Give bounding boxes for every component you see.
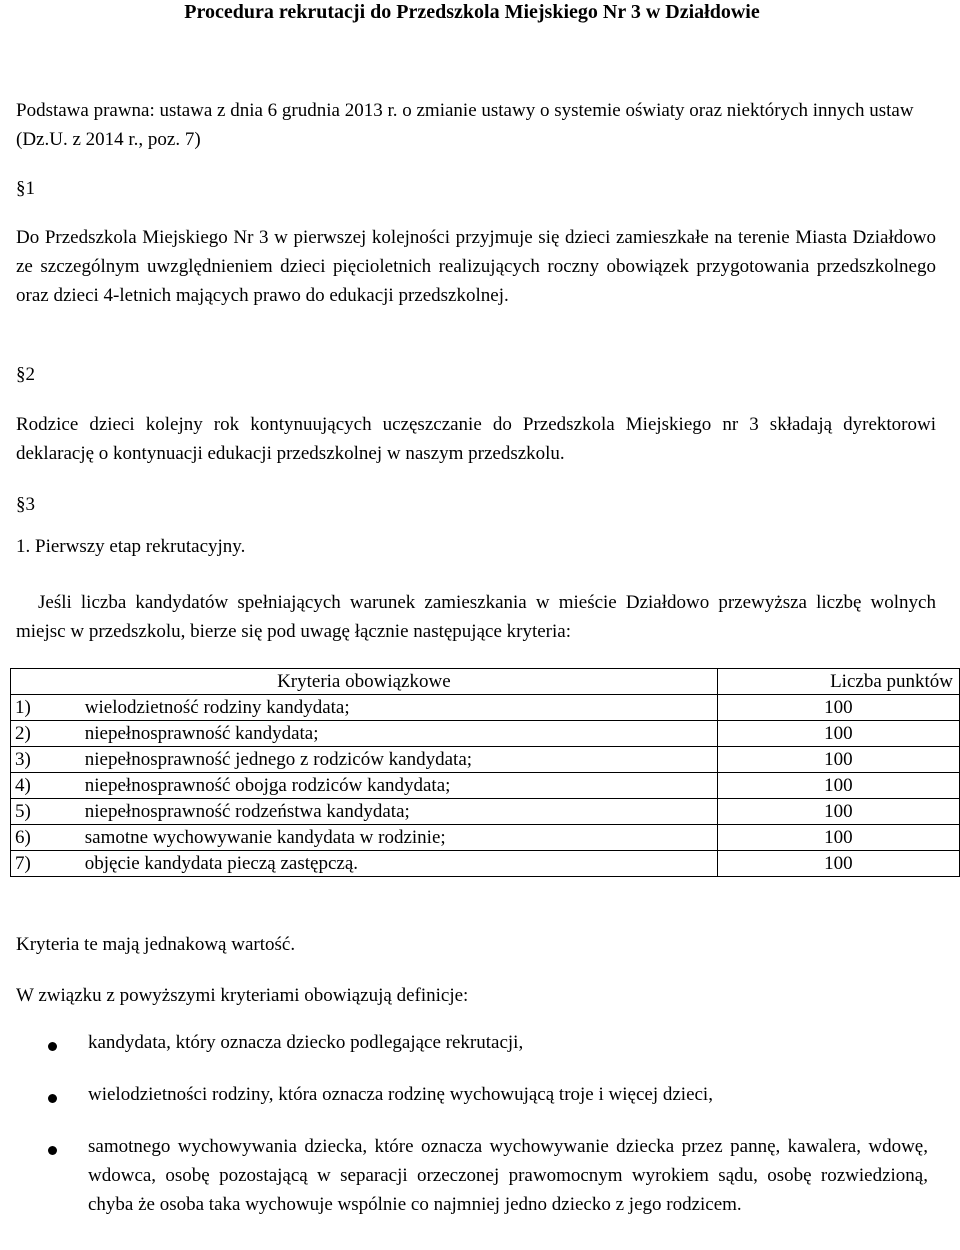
row-points: 100 [717, 825, 959, 851]
row-criterion: niepełnosprawność jednego z rodziców kandydata; [81, 747, 717, 773]
header-criteria: Kryteria obowiązkowe [11, 669, 718, 695]
table-row [11, 825, 960, 851]
row-points: 100 [717, 695, 959, 721]
header-points: Liczba punktów [717, 669, 959, 695]
row-points: 100 [717, 851, 959, 877]
section-3-subheading: 1. Pierwszy etap rekrutacyjny. [16, 536, 246, 557]
table-row [11, 773, 960, 799]
section-3-text: Jeśli liczba kandydatów spełniających warunek zamieszkania w mieście Działdowo przewyższa liczbę wolnych miejsc w przedszkolu, bierze się pod uwagę łącznie następujące kryteria: [16, 592, 936, 642]
row-criterion: niepełnosprawność kandydata; [81, 721, 717, 747]
definitions-intro: W związku z powyższymi kryteriami obowiązują definicje: [16, 985, 469, 1006]
bullet-icon [48, 1042, 57, 1051]
row-number: 3) [11, 747, 81, 773]
section-1-text: Do Przedszkola Miejskiego Nr 3 w pierwszej kolejności przyjmuje się dzieci zamieszkałe na terenie Miasta Działdowo ze szczególnym uwzględnieniem dzieci pięcioletnich realizujących roczny obowiązek przygotowania przedszkolnego oraz dzieci 4-letnich mających prawo do edukacji przedszkolnej. [16, 227, 936, 306]
legal-basis: Podstawa prawna: ustawa z dnia 6 grudnia 2013 r. o zmianie ustawy o systemie oświaty oraz niektórych innych ustaw (Dz.U. z 2014 r., poz. 7) [16, 100, 914, 150]
row-criterion: samotne wychowywanie kandydata w rodzinie; [81, 825, 717, 851]
page-title: Procedura rekrutacji do Przedszkola Miejskiego Nr 3 w Działdowie [184, 1, 760, 23]
table-row [11, 747, 960, 773]
definition-text: wielodzietności rodziny, która oznacza rodzinę wychowującą troje i więcej dzieci, [88, 1084, 713, 1105]
row-points: 100 [717, 747, 959, 773]
section-2-text: Rodzice dzieci kolejny rok kontynuujących uczęszczanie do Przedszkola Miejskiego nr 3 składają dyrektorowi deklarację o kontynuacji edukacji przedszkolnej w naszym przedszkolu. [16, 414, 936, 464]
table-row [11, 695, 960, 721]
row-criterion: niepełnosprawność obojga rodziców kandydata; [81, 773, 717, 799]
equal-value-note: Kryteria te mają jednakową wartość. [16, 934, 296, 955]
row-criterion: wielodzietność rodziny kandydata; [81, 695, 717, 721]
definition-text: kandydata, który oznacza dziecko podlegające rekrutacji, [88, 1032, 524, 1053]
row-number: 5) [11, 799, 81, 825]
table-row [11, 721, 960, 747]
section-mark-3: §3 [16, 494, 35, 515]
bullet-icon [48, 1146, 57, 1155]
row-criterion: objęcie kandydata pieczą zastępczą. [81, 851, 717, 877]
section-mark-2: §2 [16, 364, 35, 385]
bullet-icon [48, 1094, 57, 1103]
row-number: 1) [11, 695, 81, 721]
criteria-table-header [11, 669, 960, 695]
section-mark-1: §1 [16, 178, 35, 199]
row-criterion: niepełnosprawność rodzeństwa kandydata; [81, 799, 717, 825]
row-points: 100 [717, 773, 959, 799]
row-number: 6) [11, 825, 81, 851]
criteria-table [10, 668, 960, 877]
table-row [11, 799, 960, 825]
row-number: 4) [11, 773, 81, 799]
row-points: 100 [717, 799, 959, 825]
row-number: 2) [11, 721, 81, 747]
row-number: 7) [11, 851, 81, 877]
row-points: 100 [717, 721, 959, 747]
table-row [11, 851, 960, 877]
definition-text: samotnego wychowywania dziecka, które oznacza wychowywanie dziecka przez pannę, kawalera, wdowę, wdowca, osobę pozostającą w separacji orzeczonej prawomocnym wyrokiem sądu, osobę rozwiedzioną, chyba że osoba taka wychowuje wspólnie co najmniej jedno dziecko z jego rodzicem. [88, 1136, 928, 1215]
